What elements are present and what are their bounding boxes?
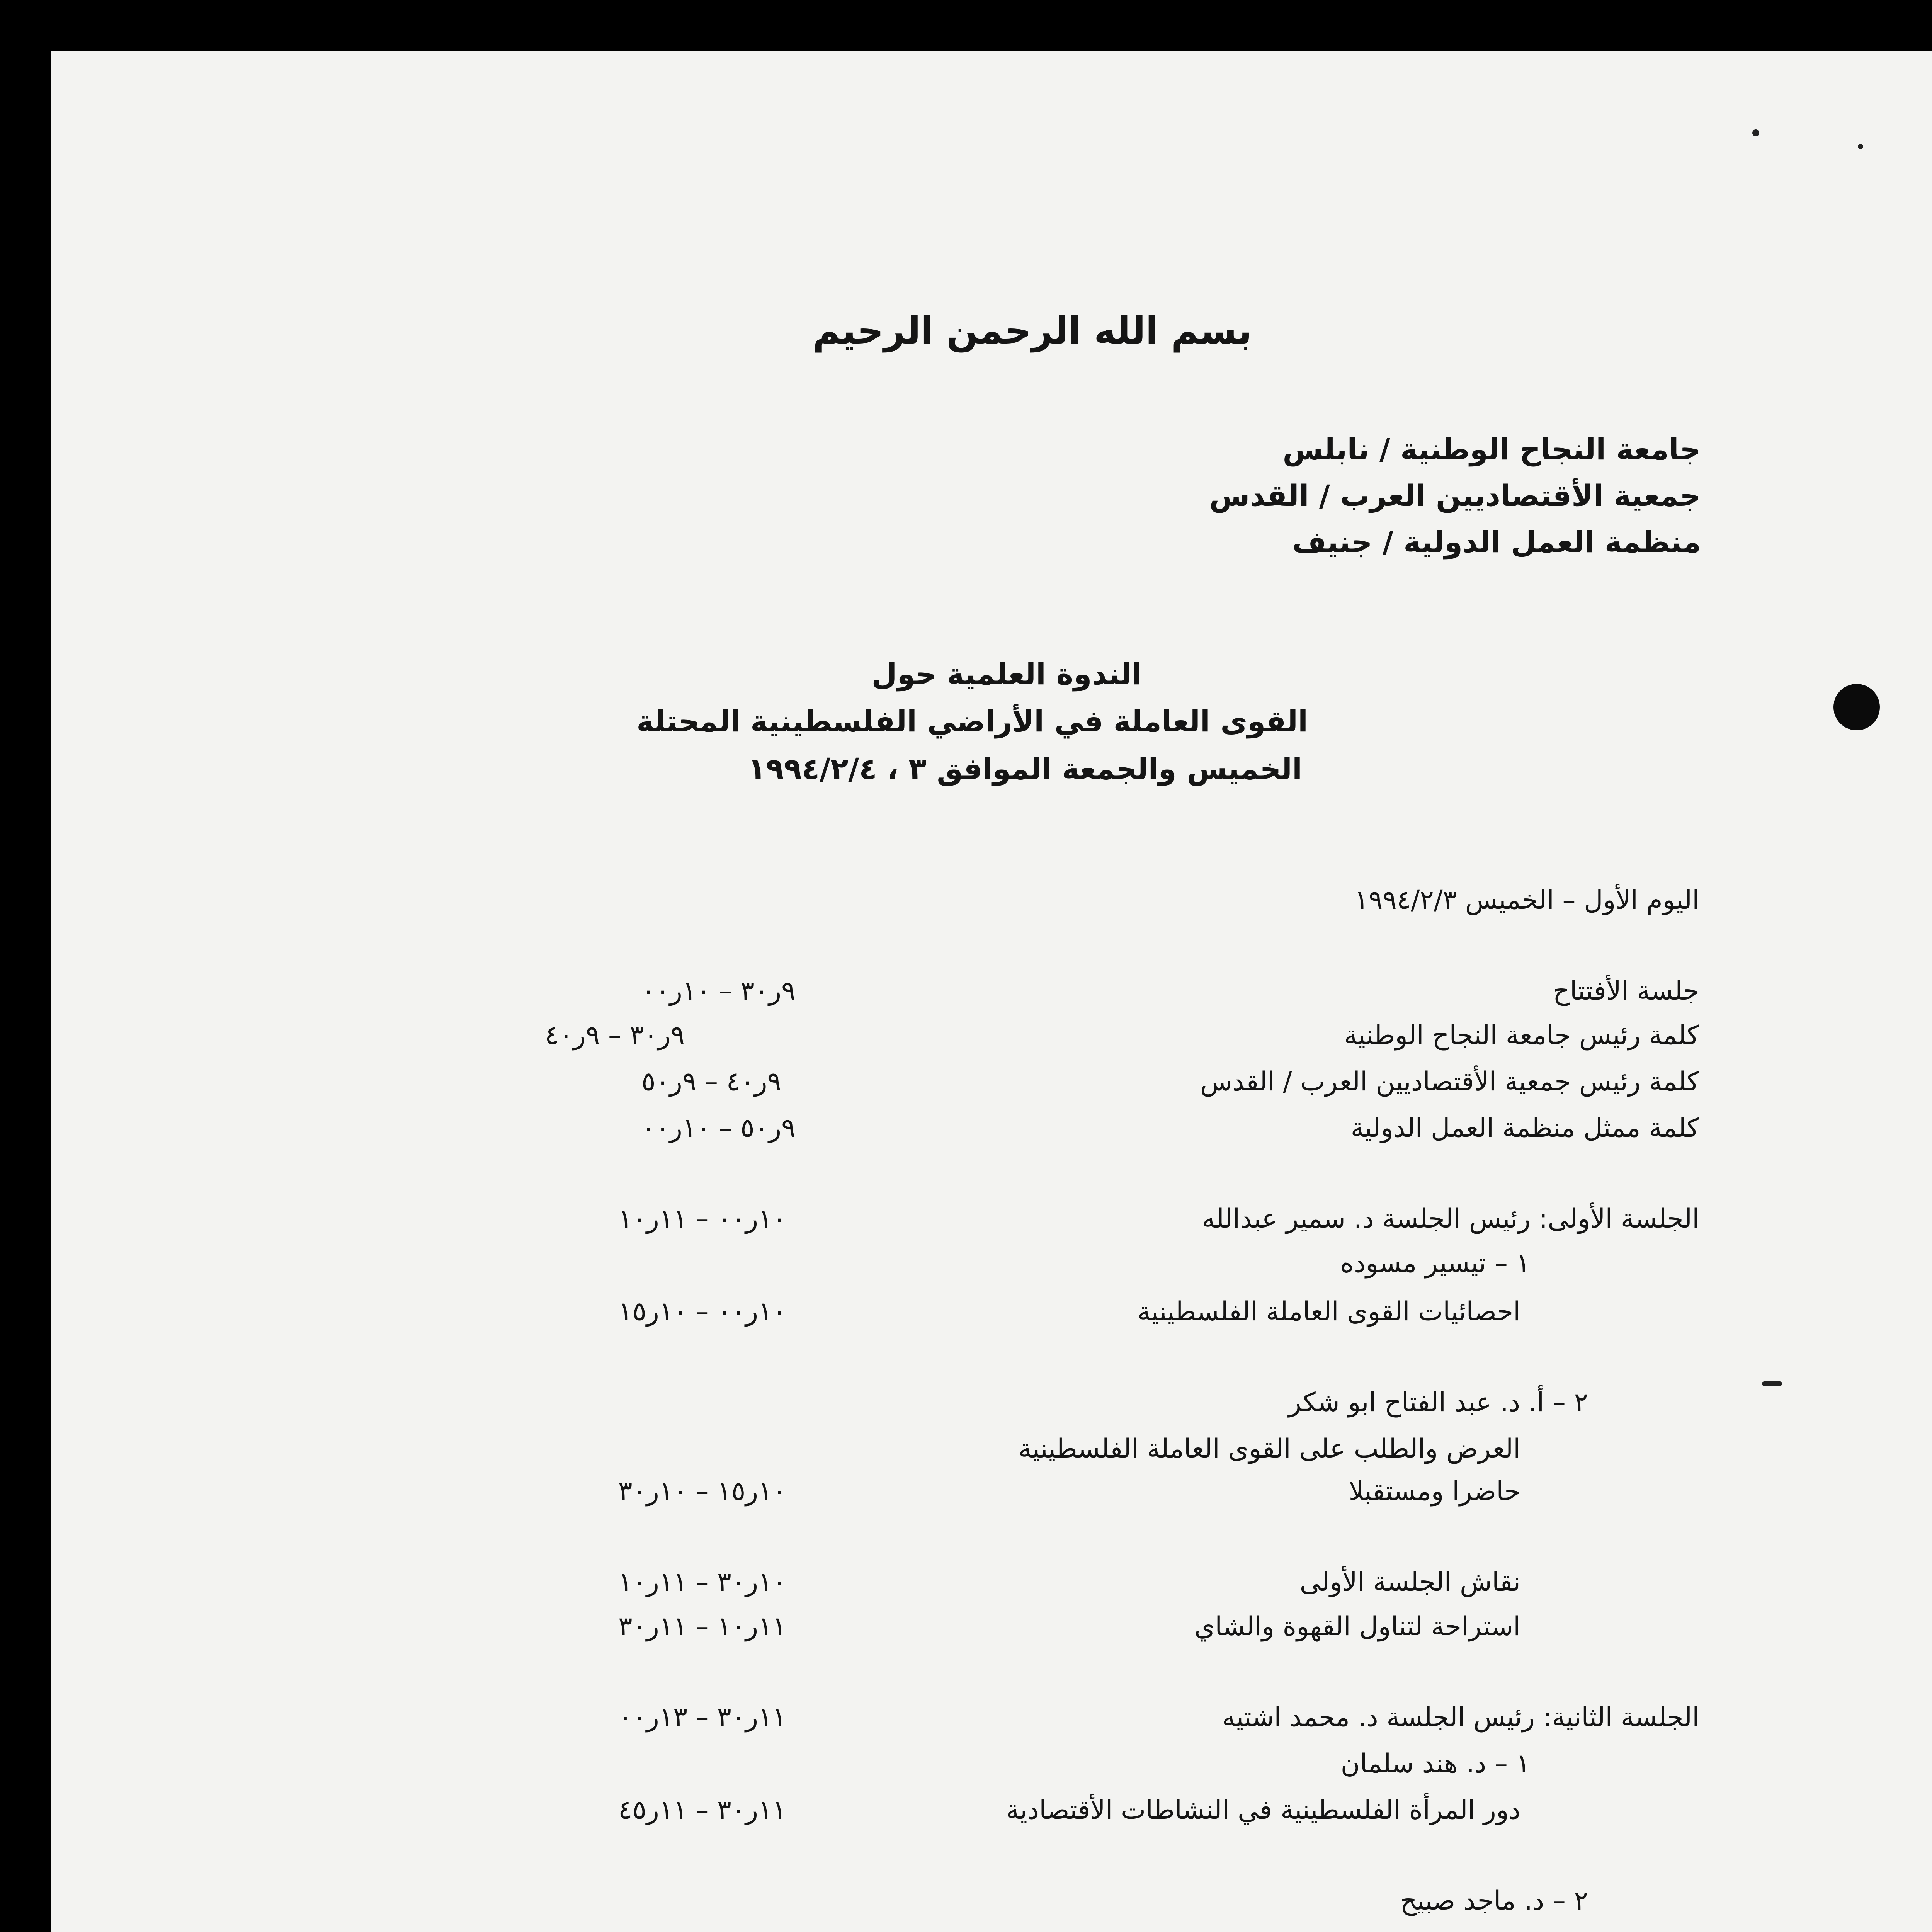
opening-speech-university: كلمة رئيس جامعة النجاح الوطنية (1344, 1020, 1699, 1051)
organizer-ilo: منظمة العمل الدولية / جنيف (1292, 525, 1701, 559)
seminar-title-line2: القوى العاملة في الأراضي الفلسطينية المحتلة (636, 704, 1308, 738)
session-one-time: ١٠ر٠٠ – ١١ر١٠ (618, 1204, 787, 1234)
coffee-break-time: ١١ر١٠ – ١١ر٣٠ (618, 1611, 787, 1642)
ink-speck (1858, 144, 1863, 149)
session-one-topic-2-line2: حاضرا ومستقبلا (1349, 1476, 1520, 1507)
session-one-speaker-1: ١ – تيسير مسوده (1340, 1248, 1530, 1279)
session-one-topic-2-time: ١٠ر١٥ – ١٠ر٣٠ (618, 1476, 787, 1507)
session-one-discussion: نقاش الجلسة الأولى (1299, 1567, 1520, 1597)
session-two-speaker-2: ٢ – د. ماجد صبيح (1400, 1886, 1588, 1916)
opening-session-label: جلسة الأفتتاح (1553, 976, 1699, 1006)
session-two-speaker-1: ١ – د. هند سلمان (1340, 1748, 1530, 1779)
session-one-discussion-time: ١٠ر٣٠ – ١١ر١٠ (618, 1567, 787, 1597)
session-two-topic-1: دور المرأة الفلسطينية في النشاطات الأقتصادية (1006, 1795, 1520, 1825)
opening-session-time: ٩ر٣٠ – ١٠ر٠٠ (641, 976, 796, 1006)
session-one-topic-1: احصائيات القوى العاملة الفلسطينية (1137, 1296, 1520, 1327)
coffee-break: استراحة لتناول القهوة والشاي (1194, 1611, 1520, 1642)
punch-hole (1833, 684, 1880, 730)
opening-speech-ilo: كلمة ممثل منظمة العمل الدولية (1350, 1113, 1699, 1143)
opening-speech-university-time: ٩ر٣٠ – ٩ر٤٠ (545, 1020, 685, 1051)
ink-mark (1762, 1381, 1782, 1386)
ink-speck (1752, 129, 1759, 136)
session-two-time: ١١ر٣٠ – ١٣ر٠٠ (618, 1702, 787, 1733)
session-one-topic-1-time: ١٠ر٠٠ – ١٠ر١٥ (618, 1296, 787, 1327)
bismillah-heading: بسم الله الرحمن الرحيم (813, 309, 1252, 352)
session-one-speaker-2: ٢ – أ. د. عبد الفتاح ابو شكر (1288, 1387, 1588, 1418)
opening-speech-economists: كلمة رئيس جمعية الأقتصاديين العرب / القدس (1200, 1066, 1699, 1097)
day-one-title: اليوم الأول – الخميس ١٩٩٤/٢/٣ (1354, 885, 1699, 915)
opening-speech-ilo-time: ٩ر٥٠ – ١٠ر٠٠ (641, 1113, 796, 1143)
seminar-date: الخميس والجمعة الموافق ٣ ، ١٩٩٤/٢/٤ (748, 752, 1302, 786)
organizer-najah: جامعة النجاح الوطنية / نابلس (1282, 432, 1701, 466)
seminar-title-line1: الندوة العلمية حول (871, 657, 1142, 691)
opening-speech-economists-time: ٩ر٤٠ – ٩ر٥٠ (641, 1066, 782, 1097)
session-one-topic-2-line1: العرض والطلب على القوى العاملة الفلسطينية (1018, 1434, 1520, 1464)
session-two-topic-1-time: ١١ر٣٠ – ١١ر٤٥ (618, 1795, 787, 1825)
session-two-header: الجلسة الثانية: رئيس الجلسة د. محمد اشتيه (1222, 1702, 1699, 1733)
session-one-header: الجلسة الأولى: رئيس الجلسة د. سمير عبدالله (1202, 1204, 1699, 1234)
organizer-economists: جمعية الأقتصاديين العرب / القدس (1209, 478, 1701, 513)
